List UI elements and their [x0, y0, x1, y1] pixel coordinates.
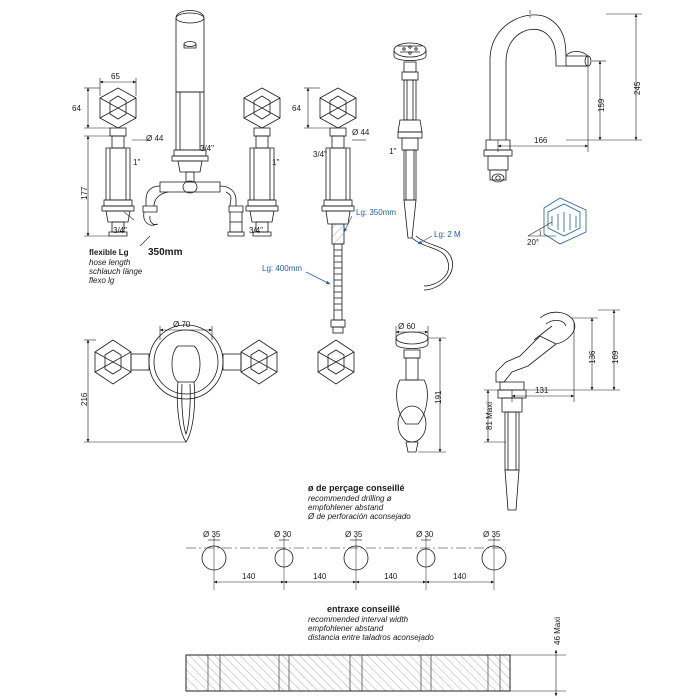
drill-dia-1: Ø 35 — [203, 530, 221, 539]
dim-177: 177 — [80, 186, 89, 200]
dim-166: 166 — [534, 136, 548, 145]
dim-81-maxi: 81 Maxi — [485, 401, 494, 430]
spacing-2: 140 — [313, 572, 327, 581]
drilling-de: empfohlener abstand — [308, 503, 384, 512]
dim-thread-1in-left: 1" — [133, 158, 141, 167]
spacing-4: 140 — [453, 572, 467, 581]
note-lg-350: Lg: 350mm — [356, 208, 397, 217]
dim-216: 216 — [80, 392, 89, 406]
center-spout — [143, 11, 244, 237]
countertop-section — [186, 650, 566, 696]
interval-title: entraxe conseillé — [327, 604, 401, 614]
handshower-side-view — [496, 312, 575, 510]
note-lg-2m: Lg: 2 M — [434, 230, 461, 239]
mixer-plan-view — [95, 325, 277, 442]
dim-diameter-70: Ø 70 — [173, 320, 191, 329]
left-handle-assembly — [100, 88, 136, 236]
dim-thread-1in-mid: 1" — [389, 147, 397, 156]
drilling-title: ø de perçage conseillé — [308, 483, 405, 493]
dim-136: 136 — [588, 350, 597, 364]
dim-65: 65 — [111, 72, 120, 81]
dim-46-maxi: 46 Maxi — [553, 616, 562, 645]
hose-length-title: flexible Lg — [89, 248, 129, 257]
spacing-3: 140 — [384, 572, 398, 581]
dim-64-mid: 64 — [292, 104, 301, 113]
diverter-plan — [396, 332, 428, 452]
handle-plan-small — [318, 340, 354, 384]
dim-159: 159 — [597, 98, 606, 112]
dim-thread-34-left: 3/4" — [113, 226, 127, 235]
dimension-lines-top — [84, 10, 642, 236]
note-lg-400: Lg: 400mm — [262, 264, 303, 273]
spacing-1: 140 — [242, 572, 256, 581]
interval-de: empfohlener abstand — [308, 624, 384, 633]
dim-191: 191 — [434, 390, 443, 404]
drilling-plan — [186, 536, 506, 590]
interval-en: recommended interval width — [308, 615, 409, 624]
dim-thread-34-mid: 3/4" — [313, 150, 327, 159]
drilling-es: Ø de perforación aconsejado — [308, 512, 411, 521]
dim-diameter-60: Ø 60 — [398, 322, 416, 331]
drill-dia-5: Ø 35 — [483, 530, 501, 539]
drill-dia-2: Ø 30 — [274, 530, 292, 539]
drilling-en: recommended drilling ø — [308, 494, 392, 503]
dim-diameter-44-left: Ø 44 — [146, 134, 164, 143]
hose-length-es: flexo lg — [89, 276, 115, 285]
hose-length-value: 350mm — [148, 247, 183, 258]
diverter-assembly — [320, 88, 356, 333]
interval-es: distancia entre taladros aconsejado — [308, 633, 434, 642]
drill-dia-4: Ø 30 — [416, 530, 434, 539]
dim-245: 245 — [633, 81, 642, 95]
drill-dia-3: Ø 35 — [345, 530, 363, 539]
dim-169: 169 — [611, 350, 620, 364]
swan-neck-spout — [484, 15, 591, 182]
dim-thread-34-right: 3/4" — [249, 226, 263, 235]
dim-diameter-44-mid: Ø 44 — [352, 128, 370, 137]
hose-length-en: hose length — [89, 258, 131, 267]
dim-131: 131 — [535, 386, 549, 395]
dimension-lines-middle — [84, 310, 620, 452]
dim-thread-34-center: 3/4" — [200, 144, 214, 153]
hose-length-de: schlauch länge — [89, 267, 143, 276]
hand-shower-top — [394, 43, 453, 290]
dim-thread-1in-right: 1" — [272, 158, 280, 167]
dim-spray-angle: 20° — [527, 238, 540, 247]
dim-64-left: 64 — [72, 104, 81, 113]
